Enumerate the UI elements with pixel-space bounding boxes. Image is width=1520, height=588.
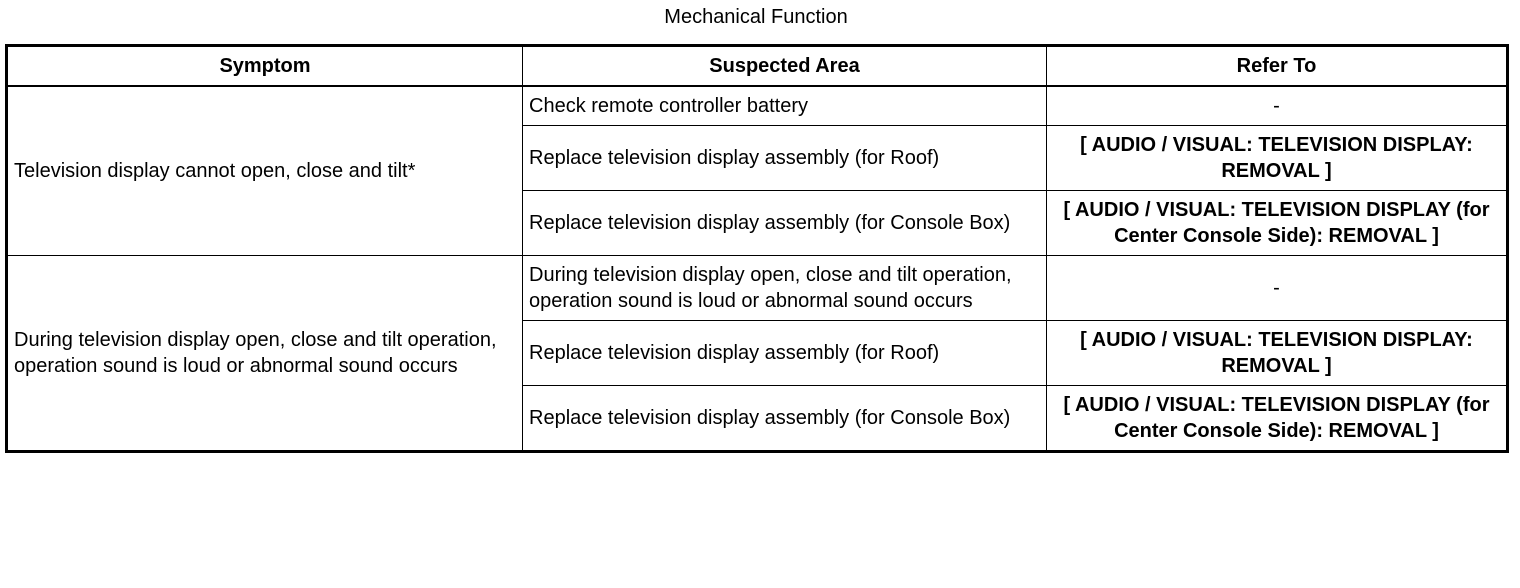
- suspected-area-cell: Check remote controller battery: [523, 86, 1047, 126]
- table-header-row: [7, 46, 1508, 87]
- refer-to-link[interactable]: [ AUDIO / VISUAL: TELEVISION DISPLAY: REMOVAL ]: [1047, 321, 1508, 386]
- header-symptom: Symptom: [7, 46, 523, 87]
- suspected-area-cell: Replace television display assembly (for Roof): [523, 321, 1047, 386]
- suspected-area-cell: During television display open, close and tilt operation, operation sound is loud or abnormal sound occurs: [523, 256, 1047, 321]
- troubleshooting-table: [5, 44, 1509, 453]
- refer-to-link[interactable]: [ AUDIO / VISUAL: TELEVISION DISPLAY (for Center Console Side): REMOVAL ]: [1047, 386, 1508, 452]
- refer-to-link[interactable]: [ AUDIO / VISUAL: TELEVISION DISPLAY: REMOVAL ]: [1047, 126, 1508, 191]
- symptom-cell: Television display cannot open, close and tilt*: [7, 86, 523, 256]
- refer-to-link[interactable]: [ AUDIO / VISUAL: TELEVISION DISPLAY (for Center Console Side): REMOVAL ]: [1047, 191, 1508, 256]
- symptom-cell: During television display open, close and tilt operation, operation sound is loud or abnormal sound occurs: [7, 256, 523, 452]
- suspected-area-cell: Replace television display assembly (for Roof): [523, 126, 1047, 191]
- refer-to-cell: -: [1047, 86, 1508, 126]
- table-row: [7, 256, 1508, 321]
- table-caption: Mechanical Function: [664, 6, 848, 28]
- header-suspected-area: Suspected Area: [523, 46, 1047, 87]
- table-row: [7, 86, 1508, 126]
- refer-to-cell: -: [1047, 256, 1508, 321]
- suspected-area-cell: Replace television display assembly (for Console Box): [523, 386, 1047, 452]
- suspected-area-cell: Replace television display assembly (for Console Box): [523, 191, 1047, 256]
- header-refer-to: Refer To: [1047, 46, 1508, 87]
